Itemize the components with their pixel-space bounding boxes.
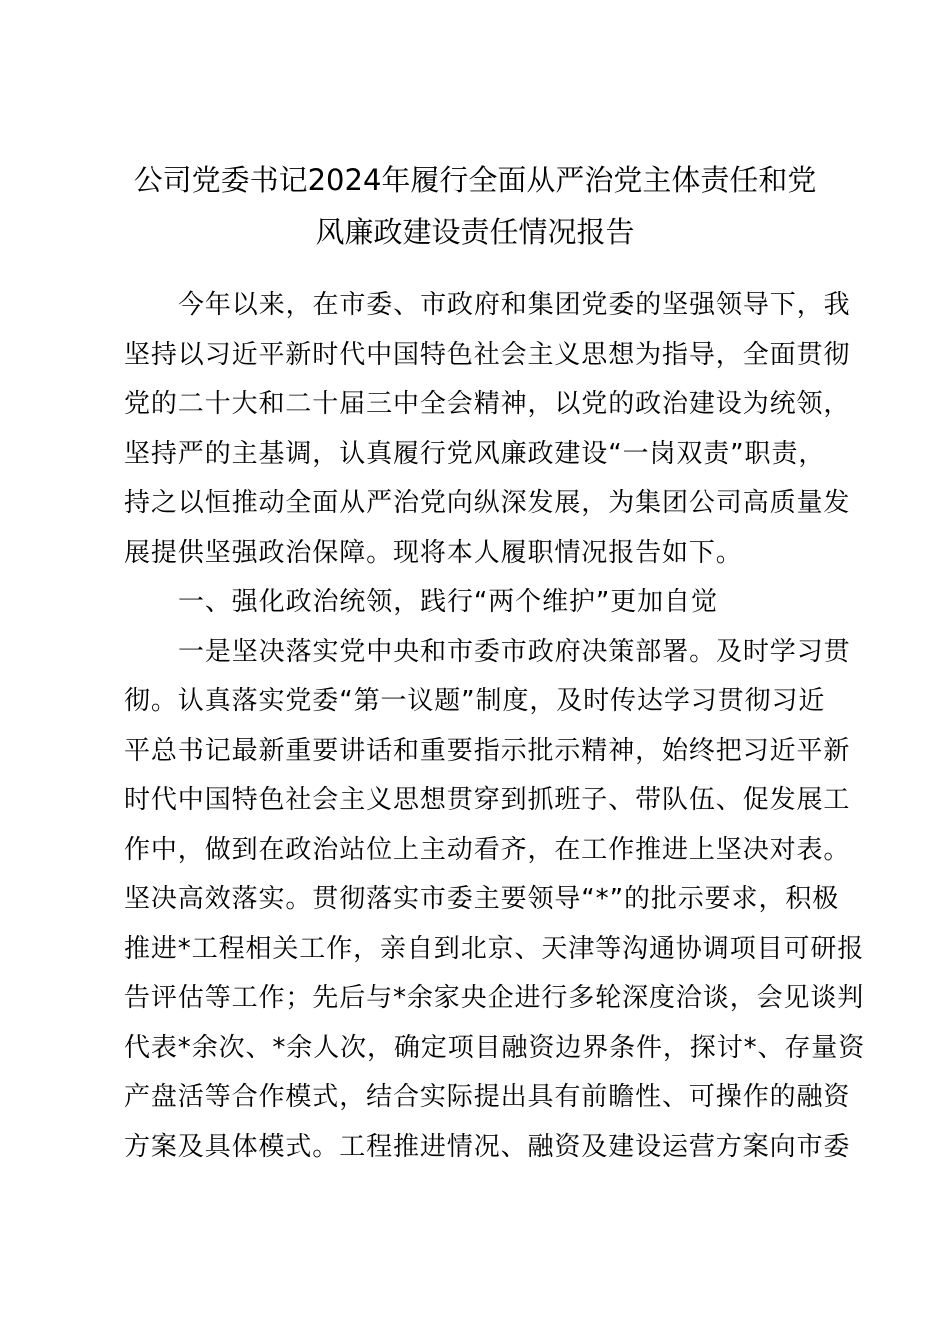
paragraph-intro-line: 坚持以习近平新时代中国特色社会主义思想为指导，全面贯彻 bbox=[124, 339, 851, 370]
document-body bbox=[124, 281, 866, 1172]
paragraph-section-line: 彻。认真落实党委“第一议题”制度，及时传达学习贯彻习近 bbox=[124, 686, 826, 716]
paragraph-section-line: 产盘活等合作模式，结合实际提出具有前瞻性、可操作的融资 bbox=[124, 1082, 851, 1112]
paragraph-intro-line: 持之以恒推动全面从严治党向纵深发展，为集团公司高质量发 bbox=[124, 488, 851, 518]
paragraph-section-line: 代表*余次、*余人次，确定项目融资边界条件，探讨*、存量资 bbox=[124, 1032, 866, 1063]
document-title bbox=[118, 154, 832, 258]
paragraph-section-line: 平总书记最新重要讲话和重要指示批示精神，始终把习近平新 bbox=[124, 735, 851, 766]
paragraph-intro-line: 展提供坚强政治保障。现将本人履职情况报告如下。 bbox=[124, 537, 743, 568]
paragraph-intro-line: 党的二十大和二十届三中全会精神，以党的政治建设为统领， bbox=[124, 389, 851, 419]
paragraph-section-line: 告评估等工作；先后与*余家央企进行多轮深度洽谈，会见谈判 bbox=[124, 983, 865, 1013]
paragraph-intro-line: 今年以来，在市委、市政府和集团党委的坚强领导下，我 bbox=[178, 290, 851, 320]
title-line-2: 风廉政建设责任情况报告 bbox=[315, 215, 635, 249]
title-line-1: 公司党委书记2024年履行全面从严治党主体责任和党 bbox=[133, 163, 817, 197]
paragraph-intro-line: 坚持严的主基调，认真履行党风廉政建设“一岗双责”职责， bbox=[124, 438, 826, 469]
paragraph-section-line: 坚决高效落实。贯彻落实市委主要领导“*”的批示要求，积极 bbox=[124, 884, 840, 914]
paragraph-section-line: 推进*工程相关工作，亲自到北京、天津等沟通协调项目可研报 bbox=[124, 933, 865, 964]
paragraph-section-line: 方案及具体模式。工程推进情况、融资及建设运营方案向市委 bbox=[124, 1131, 851, 1162]
paragraph-section-line: 一是坚决落实党中央和市委市政府决策部署。及时学习贯 bbox=[178, 636, 851, 667]
paragraph-section-line: 作中，做到在政治站位上主动看齐，在工作推进上坚决对表。 bbox=[124, 834, 851, 865]
paragraph-section-line: 时代中国特色社会主义思想贯穿到抓班子、带队伍、促发展工 bbox=[124, 785, 851, 815]
section-heading-1: 一、强化政治统领，践行“两个维护”更加自觉 bbox=[178, 587, 718, 617]
